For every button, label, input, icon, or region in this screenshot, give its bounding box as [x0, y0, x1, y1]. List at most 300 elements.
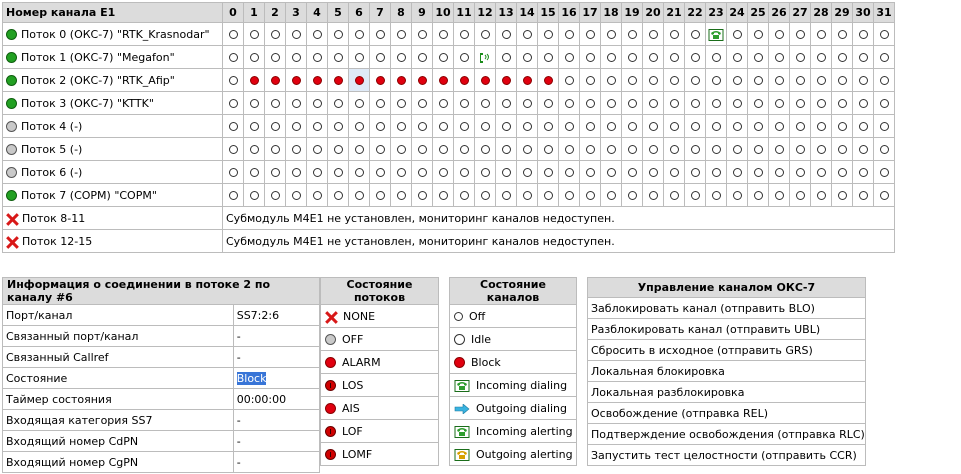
- legend-label: ALARM: [342, 355, 381, 369]
- channel-cell[interactable]: [748, 138, 769, 161]
- channel-cell[interactable]: [874, 138, 895, 161]
- off-icon: [544, 99, 553, 108]
- channel-cell[interactable]: [706, 69, 727, 92]
- channel-cell[interactable]: [706, 23, 727, 46]
- channel-cell[interactable]: [496, 115, 517, 138]
- stream-name-cell[interactable]: [3, 115, 223, 138]
- off-icon: [460, 30, 469, 39]
- channel-cell[interactable]: [412, 69, 433, 92]
- channel-cell[interactable]: [328, 23, 349, 46]
- channel-cell[interactable]: [307, 92, 328, 115]
- channel-cell[interactable]: [580, 23, 601, 46]
- channel-cell[interactable]: [265, 115, 286, 138]
- channel-cell[interactable]: [685, 184, 706, 207]
- channel-cell[interactable]: [538, 115, 559, 138]
- channel-cell[interactable]: [748, 161, 769, 184]
- channel-cell[interactable]: [790, 92, 811, 115]
- control-action-link[interactable]: Запустить тест целостности (отправить CCR): [588, 445, 866, 466]
- channel-cell[interactable]: [307, 161, 328, 184]
- channel-cell[interactable]: [517, 184, 538, 207]
- channel-cell[interactable]: [580, 46, 601, 69]
- channel-cell[interactable]: [601, 92, 622, 115]
- channel-cell[interactable]: [580, 69, 601, 92]
- off-icon: [229, 53, 238, 62]
- channel-cell[interactable]: [349, 161, 370, 184]
- channel-cell[interactable]: [286, 69, 307, 92]
- channel-cell[interactable]: [286, 184, 307, 207]
- channel-cell[interactable]: [559, 115, 580, 138]
- channel-cell[interactable]: [286, 46, 307, 69]
- channel-cell[interactable]: [622, 138, 643, 161]
- channel-cell[interactable]: [223, 46, 244, 69]
- channel-cell[interactable]: [874, 184, 895, 207]
- channel-cell[interactable]: [517, 161, 538, 184]
- channel-cell[interactable]: [727, 69, 748, 92]
- channel-cell[interactable]: [664, 46, 685, 69]
- channel-cell[interactable]: [496, 184, 517, 207]
- channel-cell[interactable]: [496, 138, 517, 161]
- channel-cell[interactable]: [748, 92, 769, 115]
- channel-cell[interactable]: [853, 69, 874, 92]
- channel-cell[interactable]: [664, 161, 685, 184]
- stream-name-cell[interactable]: [3, 138, 223, 161]
- channel-cell[interactable]: [853, 115, 874, 138]
- channel-cell[interactable]: [265, 46, 286, 69]
- channel-cell[interactable]: [748, 115, 769, 138]
- channel-cell[interactable]: [454, 161, 475, 184]
- off-icon: [523, 145, 532, 154]
- channel-cell[interactable]: [244, 23, 265, 46]
- off-icon: [691, 191, 700, 200]
- channel-cell[interactable]: [874, 46, 895, 69]
- channel-cell[interactable]: [790, 161, 811, 184]
- channel-cell[interactable]: [664, 138, 685, 161]
- stream-name-cell[interactable]: [3, 23, 223, 46]
- channel-cell[interactable]: [832, 115, 853, 138]
- control-action-link[interactable]: Заблокировать канал (отправить BLO): [588, 298, 866, 319]
- channel-cell[interactable]: [853, 138, 874, 161]
- channel-cell[interactable]: [391, 69, 412, 92]
- off-icon: [313, 191, 322, 200]
- channel-cell[interactable]: [790, 23, 811, 46]
- channel-cell[interactable]: [391, 161, 412, 184]
- off-icon: [880, 191, 889, 200]
- channel-cell[interactable]: [475, 184, 496, 207]
- channel-cell[interactable]: [664, 69, 685, 92]
- channel-cell[interactable]: [601, 138, 622, 161]
- channel-cell[interactable]: [538, 138, 559, 161]
- channel-cell[interactable]: [244, 115, 265, 138]
- channel-cell[interactable]: [601, 115, 622, 138]
- channel-cell[interactable]: [307, 69, 328, 92]
- channel-cell[interactable]: [643, 184, 664, 207]
- channel-cell[interactable]: [265, 69, 286, 92]
- control-action-link[interactable]: Локальная разблокировка: [588, 382, 866, 403]
- channel-cell[interactable]: [412, 184, 433, 207]
- channel-cell[interactable]: [370, 46, 391, 69]
- channel-cell[interactable]: [559, 69, 580, 92]
- channel-cell[interactable]: [475, 115, 496, 138]
- channel-cell[interactable]: [580, 138, 601, 161]
- stream-name-cell[interactable]: [3, 69, 223, 92]
- channel-cell[interactable]: [559, 46, 580, 69]
- off-icon: [229, 168, 238, 177]
- channel-cell[interactable]: [433, 69, 454, 92]
- channel-cell[interactable]: [727, 23, 748, 46]
- channel-cell[interactable]: [328, 46, 349, 69]
- channel-cell[interactable]: [706, 184, 727, 207]
- channel-cell[interactable]: [769, 115, 790, 138]
- channel-cell[interactable]: [286, 92, 307, 115]
- channel-cell[interactable]: [790, 46, 811, 69]
- channel-cell[interactable]: [517, 115, 538, 138]
- channel-cell[interactable]: [307, 184, 328, 207]
- channel-cell[interactable]: [370, 138, 391, 161]
- channel-cell[interactable]: [454, 69, 475, 92]
- channel-cell[interactable]: [370, 184, 391, 207]
- channel-cell[interactable]: [685, 92, 706, 115]
- channel-cell[interactable]: [223, 23, 244, 46]
- incoming-alerting-icon: [454, 426, 470, 438]
- channel-cell[interactable]: [727, 161, 748, 184]
- channel-cell[interactable]: [643, 161, 664, 184]
- channel-cell[interactable]: [496, 92, 517, 115]
- channel-cell[interactable]: [412, 161, 433, 184]
- channel-cell[interactable]: [727, 115, 748, 138]
- channel-cell[interactable]: [811, 46, 832, 69]
- channel-cell[interactable]: [412, 92, 433, 115]
- channel-cell[interactable]: [433, 115, 454, 138]
- channel-cell[interactable]: [769, 92, 790, 115]
- channel-cell[interactable]: [601, 184, 622, 207]
- channel-cell[interactable]: [349, 184, 370, 207]
- channel-cell[interactable]: [412, 46, 433, 69]
- channel-cell[interactable]: [706, 138, 727, 161]
- channel-cell[interactable]: [559, 161, 580, 184]
- channel-cell[interactable]: [328, 92, 349, 115]
- channel-cell[interactable]: [664, 115, 685, 138]
- channel-cell[interactable]: [538, 184, 559, 207]
- channel-cell[interactable]: [643, 23, 664, 46]
- idle-icon: [775, 53, 784, 62]
- channel-number: 19: [622, 3, 643, 23]
- channel-cell[interactable]: [454, 184, 475, 207]
- channel-cell[interactable]: [685, 46, 706, 69]
- channel-cell[interactable]: [517, 23, 538, 46]
- channel-cell[interactable]: [832, 69, 853, 92]
- channel-cell[interactable]: [244, 138, 265, 161]
- channel-cell[interactable]: [433, 184, 454, 207]
- channel-cell[interactable]: [559, 184, 580, 207]
- channel-cell[interactable]: [685, 161, 706, 184]
- channel-cell[interactable]: [580, 161, 601, 184]
- channel-cell[interactable]: [769, 23, 790, 46]
- channel-cell[interactable]: [874, 161, 895, 184]
- channel-cell[interactable]: [769, 184, 790, 207]
- channel-cell[interactable]: [307, 46, 328, 69]
- channel-cell[interactable]: [664, 184, 685, 207]
- channel-cell[interactable]: [370, 69, 391, 92]
- channel-cell[interactable]: [643, 138, 664, 161]
- channel-cell[interactable]: [874, 115, 895, 138]
- channel-cell[interactable]: [349, 23, 370, 46]
- channel-cell[interactable]: [433, 161, 454, 184]
- channel-cell[interactable]: [748, 23, 769, 46]
- channel-cell[interactable]: [433, 23, 454, 46]
- block-icon: [250, 76, 259, 85]
- channel-cell[interactable]: [790, 184, 811, 207]
- off-icon: [271, 168, 280, 177]
- channel-cell[interactable]: [412, 23, 433, 46]
- channel-cell[interactable]: [790, 138, 811, 161]
- channel-cell[interactable]: [328, 161, 349, 184]
- channel-cell[interactable]: [433, 138, 454, 161]
- control-action-link[interactable]: Разблокировать канал (отправить UBL): [588, 319, 866, 340]
- off-icon: [628, 145, 637, 154]
- channel-cell[interactable]: [748, 69, 769, 92]
- channel-cell[interactable]: [601, 161, 622, 184]
- channel-cell[interactable]: [832, 161, 853, 184]
- channel-cell[interactable]: [853, 161, 874, 184]
- stream-name-cell[interactable]: [3, 46, 223, 69]
- channel-cell[interactable]: [286, 161, 307, 184]
- channel-cell[interactable]: [307, 138, 328, 161]
- channel-cell[interactable]: [475, 161, 496, 184]
- channel-cell[interactable]: [643, 115, 664, 138]
- channel-cell[interactable]: [265, 184, 286, 207]
- channel-cell[interactable]: [412, 115, 433, 138]
- channel-cell[interactable]: [223, 115, 244, 138]
- channel-cell[interactable]: [853, 23, 874, 46]
- channel-cell[interactable]: [622, 184, 643, 207]
- control-action-link[interactable]: Подтверждение освобождения (отправка RLC): [588, 424, 866, 445]
- off-icon: [817, 122, 826, 131]
- block-icon: [502, 76, 511, 85]
- channel-cell[interactable]: [370, 161, 391, 184]
- channel-cell[interactable]: [832, 23, 853, 46]
- channel-cell[interactable]: [622, 115, 643, 138]
- channel-cell[interactable]: [496, 23, 517, 46]
- channel-cell[interactable]: [706, 92, 727, 115]
- channel-cell[interactable]: [685, 69, 706, 92]
- channel-cell[interactable]: [622, 23, 643, 46]
- channel-cell[interactable]: [412, 138, 433, 161]
- channel-cell[interactable]: [349, 69, 370, 92]
- channel-cell[interactable]: [706, 161, 727, 184]
- channel-cell[interactable]: [874, 23, 895, 46]
- off-icon: [397, 168, 406, 177]
- channel-cell[interactable]: [727, 92, 748, 115]
- channel-cell[interactable]: [811, 23, 832, 46]
- channel-cell[interactable]: [769, 46, 790, 69]
- channel-cell[interactable]: [475, 138, 496, 161]
- channel-cell[interactable]: [349, 92, 370, 115]
- channel-cell[interactable]: [349, 115, 370, 138]
- block-icon: [454, 357, 465, 368]
- channel-cell[interactable]: [769, 138, 790, 161]
- channel-cell[interactable]: [811, 92, 832, 115]
- channel-cell[interactable]: [811, 138, 832, 161]
- channel-cell[interactable]: [622, 161, 643, 184]
- channel-cell[interactable]: [307, 23, 328, 46]
- channel-cell[interactable]: [454, 115, 475, 138]
- channel-cell[interactable]: [538, 46, 559, 69]
- channel-cell[interactable]: [853, 92, 874, 115]
- control-action-link[interactable]: Освобождение (отправка REL): [588, 403, 866, 424]
- channel-cell[interactable]: [601, 69, 622, 92]
- channel-cell[interactable]: [391, 138, 412, 161]
- channel-cell[interactable]: [853, 46, 874, 69]
- channel-cell[interactable]: [727, 46, 748, 69]
- channel-cell[interactable]: [391, 184, 412, 207]
- channel-cell[interactable]: [664, 92, 685, 115]
- channel-cell[interactable]: [790, 115, 811, 138]
- channel-cell[interactable]: [769, 69, 790, 92]
- channel-cell[interactable]: [286, 115, 307, 138]
- channel-cell[interactable]: [265, 23, 286, 46]
- channel-cell[interactable]: [517, 46, 538, 69]
- channel-cell[interactable]: [475, 69, 496, 92]
- control-action-link[interactable]: Локальная блокировка: [588, 361, 866, 382]
- channel-cell[interactable]: [244, 92, 265, 115]
- block-icon: [355, 76, 364, 85]
- channel-cell[interactable]: [223, 92, 244, 115]
- channel-cell[interactable]: [496, 161, 517, 184]
- channel-cell[interactable]: [454, 138, 475, 161]
- channel-cell[interactable]: [538, 69, 559, 92]
- channel-cell[interactable]: [811, 161, 832, 184]
- channel-cell[interactable]: [475, 23, 496, 46]
- channel-cell[interactable]: [286, 138, 307, 161]
- channel-cell[interactable]: [559, 138, 580, 161]
- channel-cell[interactable]: [622, 46, 643, 69]
- channel-cell[interactable]: [370, 92, 391, 115]
- stream-legend-title: Состояние потоков: [321, 278, 439, 305]
- channel-cell[interactable]: [811, 184, 832, 207]
- off-icon: [838, 30, 847, 39]
- legend-label: NONE: [343, 309, 376, 323]
- channel-cell[interactable]: [622, 92, 643, 115]
- channel-cell[interactable]: [601, 23, 622, 46]
- stream-name-cell[interactable]: [3, 92, 223, 115]
- channel-cell[interactable]: [874, 69, 895, 92]
- channel-cell[interactable]: [223, 138, 244, 161]
- stream-name-cell[interactable]: [3, 161, 223, 184]
- channel-cell[interactable]: [265, 92, 286, 115]
- channel-cell[interactable]: [748, 46, 769, 69]
- channel-cell[interactable]: [601, 46, 622, 69]
- channel-cell[interactable]: [832, 138, 853, 161]
- channel-cell[interactable]: [685, 23, 706, 46]
- info-value: [233, 368, 319, 389]
- channel-cell[interactable]: [685, 115, 706, 138]
- channel-cell[interactable]: [328, 115, 349, 138]
- channel-cell[interactable]: [328, 69, 349, 92]
- channel-cell[interactable]: [265, 161, 286, 184]
- stream-label: Поток 5 (-): [21, 142, 83, 156]
- channel-cell[interactable]: [643, 69, 664, 92]
- channel-cell[interactable]: [517, 138, 538, 161]
- channel-cell[interactable]: [433, 46, 454, 69]
- channel-cell[interactable]: [496, 69, 517, 92]
- channel-cell[interactable]: [832, 92, 853, 115]
- legend-label: Off: [469, 309, 486, 323]
- channel-cell[interactable]: [685, 138, 706, 161]
- channel-cell[interactable]: [853, 184, 874, 207]
- channel-cell[interactable]: [622, 69, 643, 92]
- channel-cell[interactable]: [223, 161, 244, 184]
- channel-cell[interactable]: [223, 69, 244, 92]
- channel-cell[interactable]: [706, 46, 727, 69]
- channel-cell[interactable]: [517, 69, 538, 92]
- channel-cell[interactable]: [706, 115, 727, 138]
- off-icon: [775, 168, 784, 177]
- channel-cell[interactable]: [538, 92, 559, 115]
- channel-cell[interactable]: [244, 46, 265, 69]
- channel-cell[interactable]: [223, 184, 244, 207]
- channel-cell[interactable]: [349, 138, 370, 161]
- channel-cell[interactable]: [580, 115, 601, 138]
- channel-cell[interactable]: [391, 46, 412, 69]
- channel-cell[interactable]: [811, 69, 832, 92]
- channel-cell[interactable]: [265, 138, 286, 161]
- channel-cell[interactable]: [370, 115, 391, 138]
- channel-cell[interactable]: [370, 23, 391, 46]
- channel-cell[interactable]: [517, 92, 538, 115]
- channel-cell[interactable]: [538, 23, 559, 46]
- channel-cell[interactable]: [244, 161, 265, 184]
- channel-cell[interactable]: [727, 184, 748, 207]
- control-action-link[interactable]: Сбросить в исходное (отправить GRS): [588, 340, 866, 361]
- channel-cell[interactable]: [244, 69, 265, 92]
- channel-cell[interactable]: [874, 92, 895, 115]
- channel-cell[interactable]: [748, 184, 769, 207]
- channel-cell[interactable]: [391, 92, 412, 115]
- channel-cell[interactable]: [643, 92, 664, 115]
- stream-name-cell[interactable]: [3, 184, 223, 207]
- channel-cell[interactable]: [832, 184, 853, 207]
- channel-cell[interactable]: [286, 23, 307, 46]
- channel-cell[interactable]: [349, 46, 370, 69]
- channel-cell[interactable]: [727, 138, 748, 161]
- channel-cell[interactable]: [790, 69, 811, 92]
- channel-cell[interactable]: [433, 92, 454, 115]
- channel-cell[interactable]: [538, 161, 559, 184]
- channel-cell[interactable]: [769, 161, 790, 184]
- channel-cell[interactable]: [328, 184, 349, 207]
- channel-cell[interactable]: [391, 23, 412, 46]
- channel-cell[interactable]: [832, 46, 853, 69]
- channel-cell[interactable]: [811, 115, 832, 138]
- channel-cell[interactable]: [454, 46, 475, 69]
- channel-cell[interactable]: [559, 23, 580, 46]
- channel-cell[interactable]: [307, 115, 328, 138]
- channel-cell[interactable]: [580, 92, 601, 115]
- channel-cell[interactable]: [496, 46, 517, 69]
- channel-cell[interactable]: [664, 23, 685, 46]
- channel-cell[interactable]: [559, 92, 580, 115]
- channel-cell[interactable]: [391, 115, 412, 138]
- legend-label: Outgoing dialing: [476, 401, 568, 415]
- channel-cell[interactable]: [454, 23, 475, 46]
- channel-cell[interactable]: [475, 46, 496, 69]
- channel-cell[interactable]: [454, 92, 475, 115]
- channel-cell[interactable]: [580, 184, 601, 207]
- channel-cell[interactable]: [475, 92, 496, 115]
- channel-cell[interactable]: [244, 184, 265, 207]
- channel-cell[interactable]: [328, 138, 349, 161]
- channel-cell[interactable]: [643, 46, 664, 69]
